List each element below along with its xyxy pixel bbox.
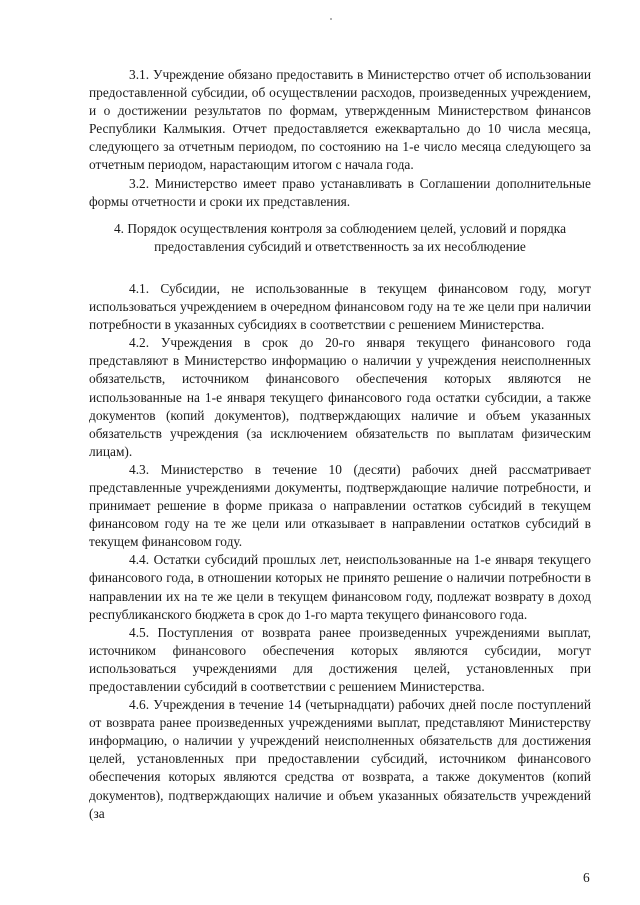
paragraph-3-1: 3.1. Учреждение обязано предоставить в Министерство отчет об использовании предоставленной субсидии, об осуществлении расходов, произведенных учреждением, и о достижении результатов по формам, утвержденным Министерством финансов Республики Калмыкия. Отчет предоставляется ежеквартально до 10 числа месяца, следующего за отчетным периодом, по состоянию на 1-е число месяца следующего за отчетным периодом, нарастающим итогом с начала года. (89, 67, 591, 173)
paragraph-3-2: 3.2. Министерство имеет право устанавливать в Соглашении дополнительные формы отчетности и сроки их представления. (89, 175, 591, 209)
paragraph-4-6: 4.6. Учреждения в течение 14 (четырнадцати) рабочих дней после поступлений от возврата ранее произведенных учреждениями выплат, представляют Министерству информацию, о наличии у учреждений неисполненных обязательств для достижения целей, установленных при предоставлении субсидий, источником финансового обеспечения которых являются средства от возврата, а также документов (копий документов), подтверждающих наличие и объем указанных обязательств учреждений (за (89, 697, 591, 821)
document-page (89, 66, 591, 823)
paragraph-4-4: 4.4. Остатки субсидий прошлых лет, неиспользованные на 1-е января текущего финансового года, в отношении которых не принято решение о наличии потребности в направлении их на те же цели в текущем финансовом году, подлежат возврату в доход республиканского бюджета в срок до 1-го марта текущего финансового года. (89, 552, 591, 622)
paragraph-4-3: 4.3. Министерство в течение 10 (десяти) рабочих дней рассматривает представленные учреждениями документы, подтверждающие наличие потребности, и принимает решение в форме приказа о направлении остатков субсидий в текущем финансовом году на те же цели или отказывает в направлении остатков субсидий в текущем финансовом году. (89, 461, 591, 550)
paragraph-4-1: 4.1. Субсидии, не использованные в текущем финансовом году, могут использоваться учреждением в очередном финансовом году на те же цели при наличии потребности в указанных субсидиях в соответствии с решением Министерства. (89, 280, 591, 333)
scan-dot (330, 18, 332, 20)
paragraph-4-5: 4.5. Поступления от возврата ранее произведенных учреждениями выплат, источником финансового обеспечения которых являются субсидии, могут использоваться учреждениями для достижения целей, установленных при предоставлении субсидий в соответствии с решением Министерства. (89, 624, 591, 694)
section-4-heading: 4. Порядок осуществления контроля за соблюдением целей, условий и порядка предоставления субсидий и ответственность за их несоблюдение (113, 220, 567, 255)
paragraph-4-2: 4.2. Учреждения в срок до 20-го января текущего финансового года представляют в Министерство информацию о наличии у учреждения неисполненных обязательств, источником финансового обеспечения которых являются не использованные на 1-е января текущего финансового года остатки субсидии, а также документов (копий документов), подтверждающих наличие и объем указанных обязательств учреждения (за исключением обязательств по выплатам физическим лицам). (89, 335, 591, 459)
page-number: 6 (583, 870, 590, 885)
